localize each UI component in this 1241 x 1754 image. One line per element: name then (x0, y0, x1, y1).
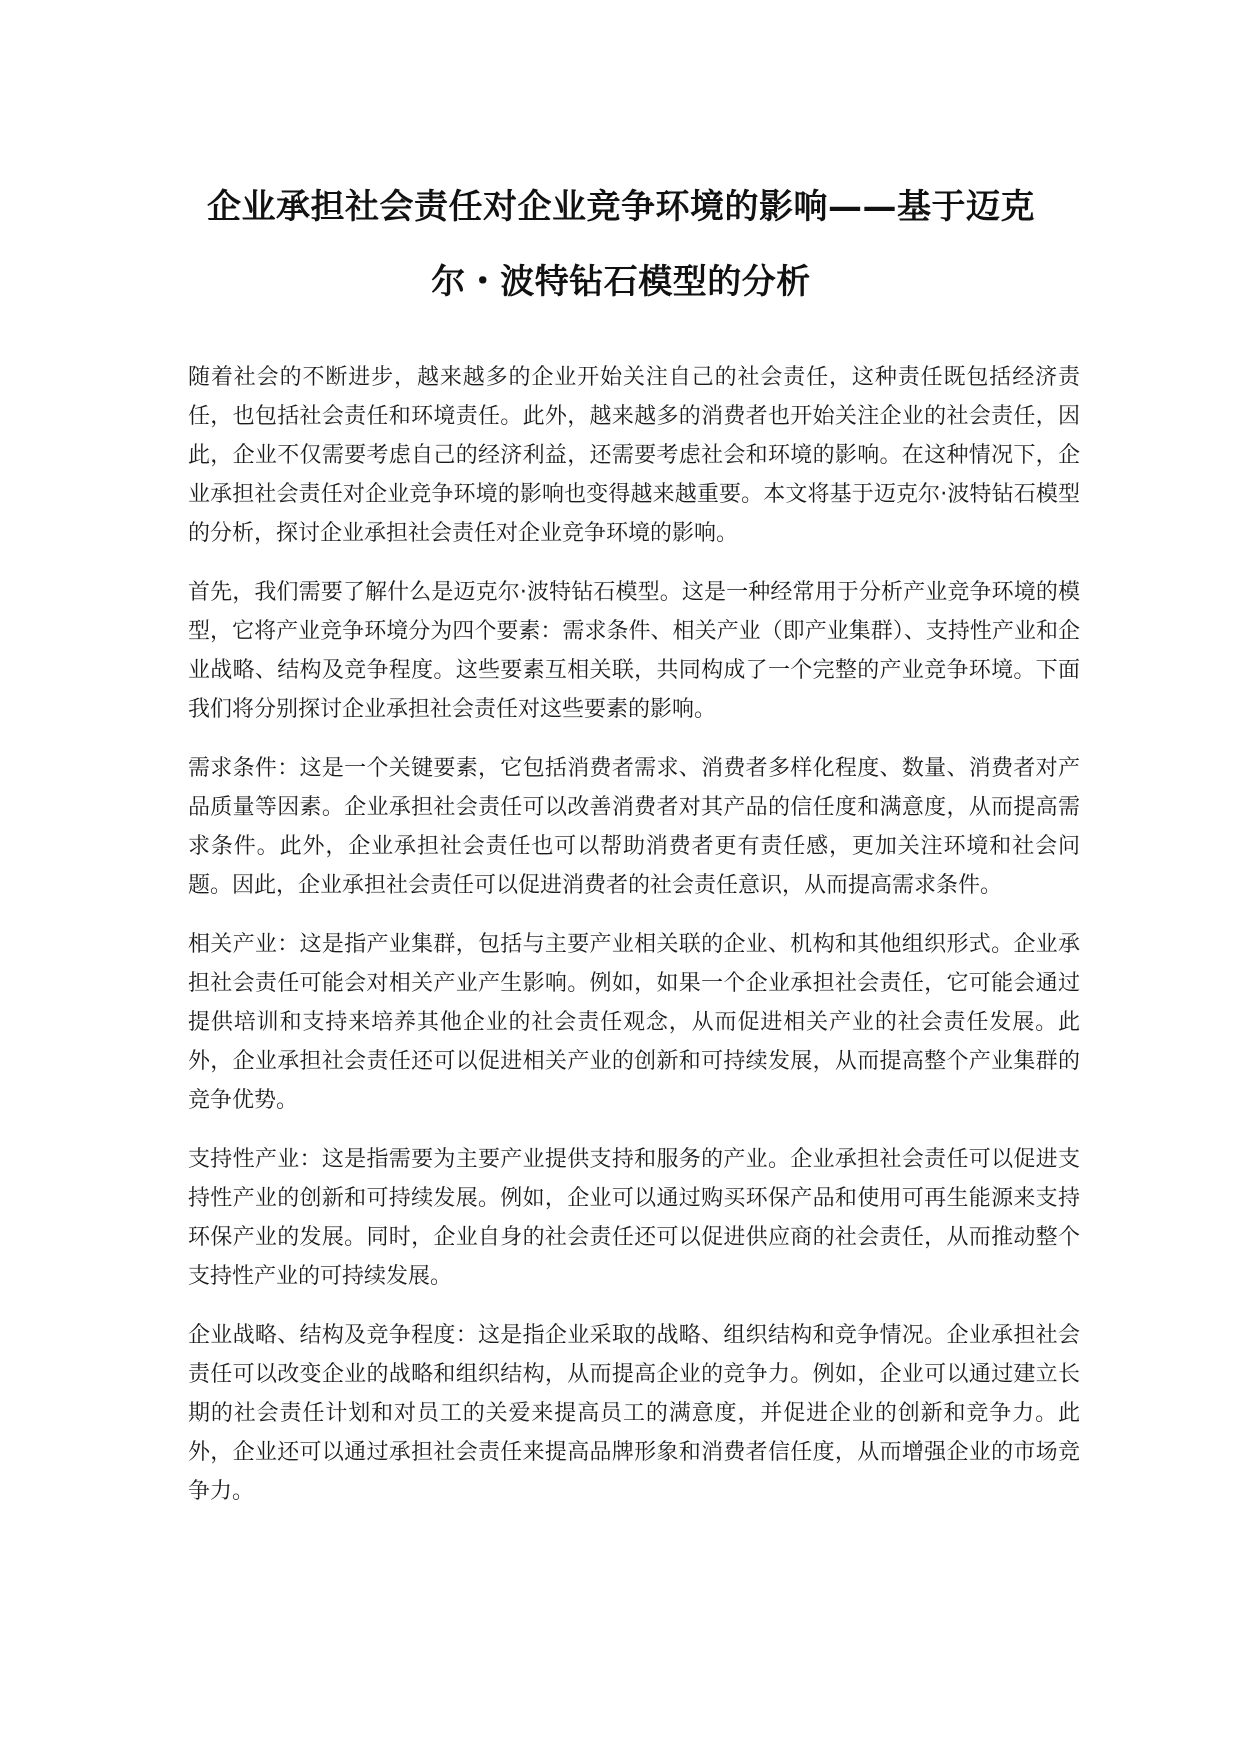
paragraph-diamond-model: 首先，我们需要了解什么是迈克尔·波特钻石模型。这是一种经常用于分析产业竞争环境的模型，它将产业竞争环境分为四个要素：需求条件、相关产业（即产业集群）、支持性产业和企业战略、结构及竞争程度。这些要素互相关联，共同构成了一个完整的产业竞争环境。下面我们将分别探讨企业承担社会责任对这些要素的影响。 (188, 580, 1080, 722)
paragraph-intro: 随着社会的不断进步，越来越多的企业开始关注自己的社会责任，这种责任既包括经济责任，也包括社会责任和环境责任。此外，越来越多的消费者也开始关注企业的社会责任，因此，企业不仅需要考虑自己的经济利益，还需要考虑社会和环境的影响。在这种情况下，企业承担社会责任对企业竞争环境的影响也变得越来越重要。本文将基于迈克尔·波特钻石模型的分析，探讨企业承担社会责任对企业竞争环境的影响。 (188, 365, 1080, 546)
document-title (186, 170, 1056, 320)
document-body (188, 358, 1080, 1531)
paragraph-supporting-industries: 支持性产业：这是指需要为主要产业提供支持和服务的产业。企业承担社会责任可以促进支持性产业的创新和可持续发展。例如，企业可以通过购买环保产品和使用可再生能源来支持环保产业的发展。同时，企业自身的社会责任还可以促进供应商的社会责任，从而推动整个支持性产业的可持续发展。 (188, 1147, 1080, 1289)
paragraph-firm-strategy: 企业战略、结构及竞争程度：这是指企业采取的战略、组织结构和竞争情况。企业承担社会责任可以改变企业的战略和组织结构，从而提高企业的竞争力。例如，企业可以通过建立长期的社会责任计划和对员工的关爱来提高员工的满意度，并促进企业的创新和竞争力。此外，企业还可以通过承担社会责任来提高品牌形象和消费者信任度，从而增强企业的市场竞争力。 (188, 1323, 1080, 1504)
paragraph-demand-conditions: 需求条件：这是一个关键要素，它包括消费者需求、消费者多样化程度、数量、消费者对产品质量等因素。企业承担社会责任可以改善消费者对其产品的信任度和满意度，从而提高需求条件。此外，企业承担社会责任也可以帮助消费者更有责任感，更加关注环境和社会问题。因此，企业承担社会责任可以促进消费者的社会责任意识，从而提高需求条件。 (188, 756, 1080, 898)
paragraph-related-industries: 相关产业：这是指产业集群，包括与主要产业相关联的企业、机构和其他组织形式。企业承担社会责任可能会对相关产业产生影响。例如，如果一个企业承担社会责任，它可能会通过提供培训和支持来培养其他企业的社会责任观念，从而促进相关产业的社会责任发展。此外，企业承担社会责任还可以促进相关产业的创新和可持续发展，从而提高整个产业集群的竞争优势。 (188, 932, 1080, 1113)
title-line-2: 尔・波特钻石模型的分析 (431, 262, 811, 302)
title-line-1: 企业承担社会责任对企业竞争环境的影响——基于迈克 (207, 187, 1035, 227)
